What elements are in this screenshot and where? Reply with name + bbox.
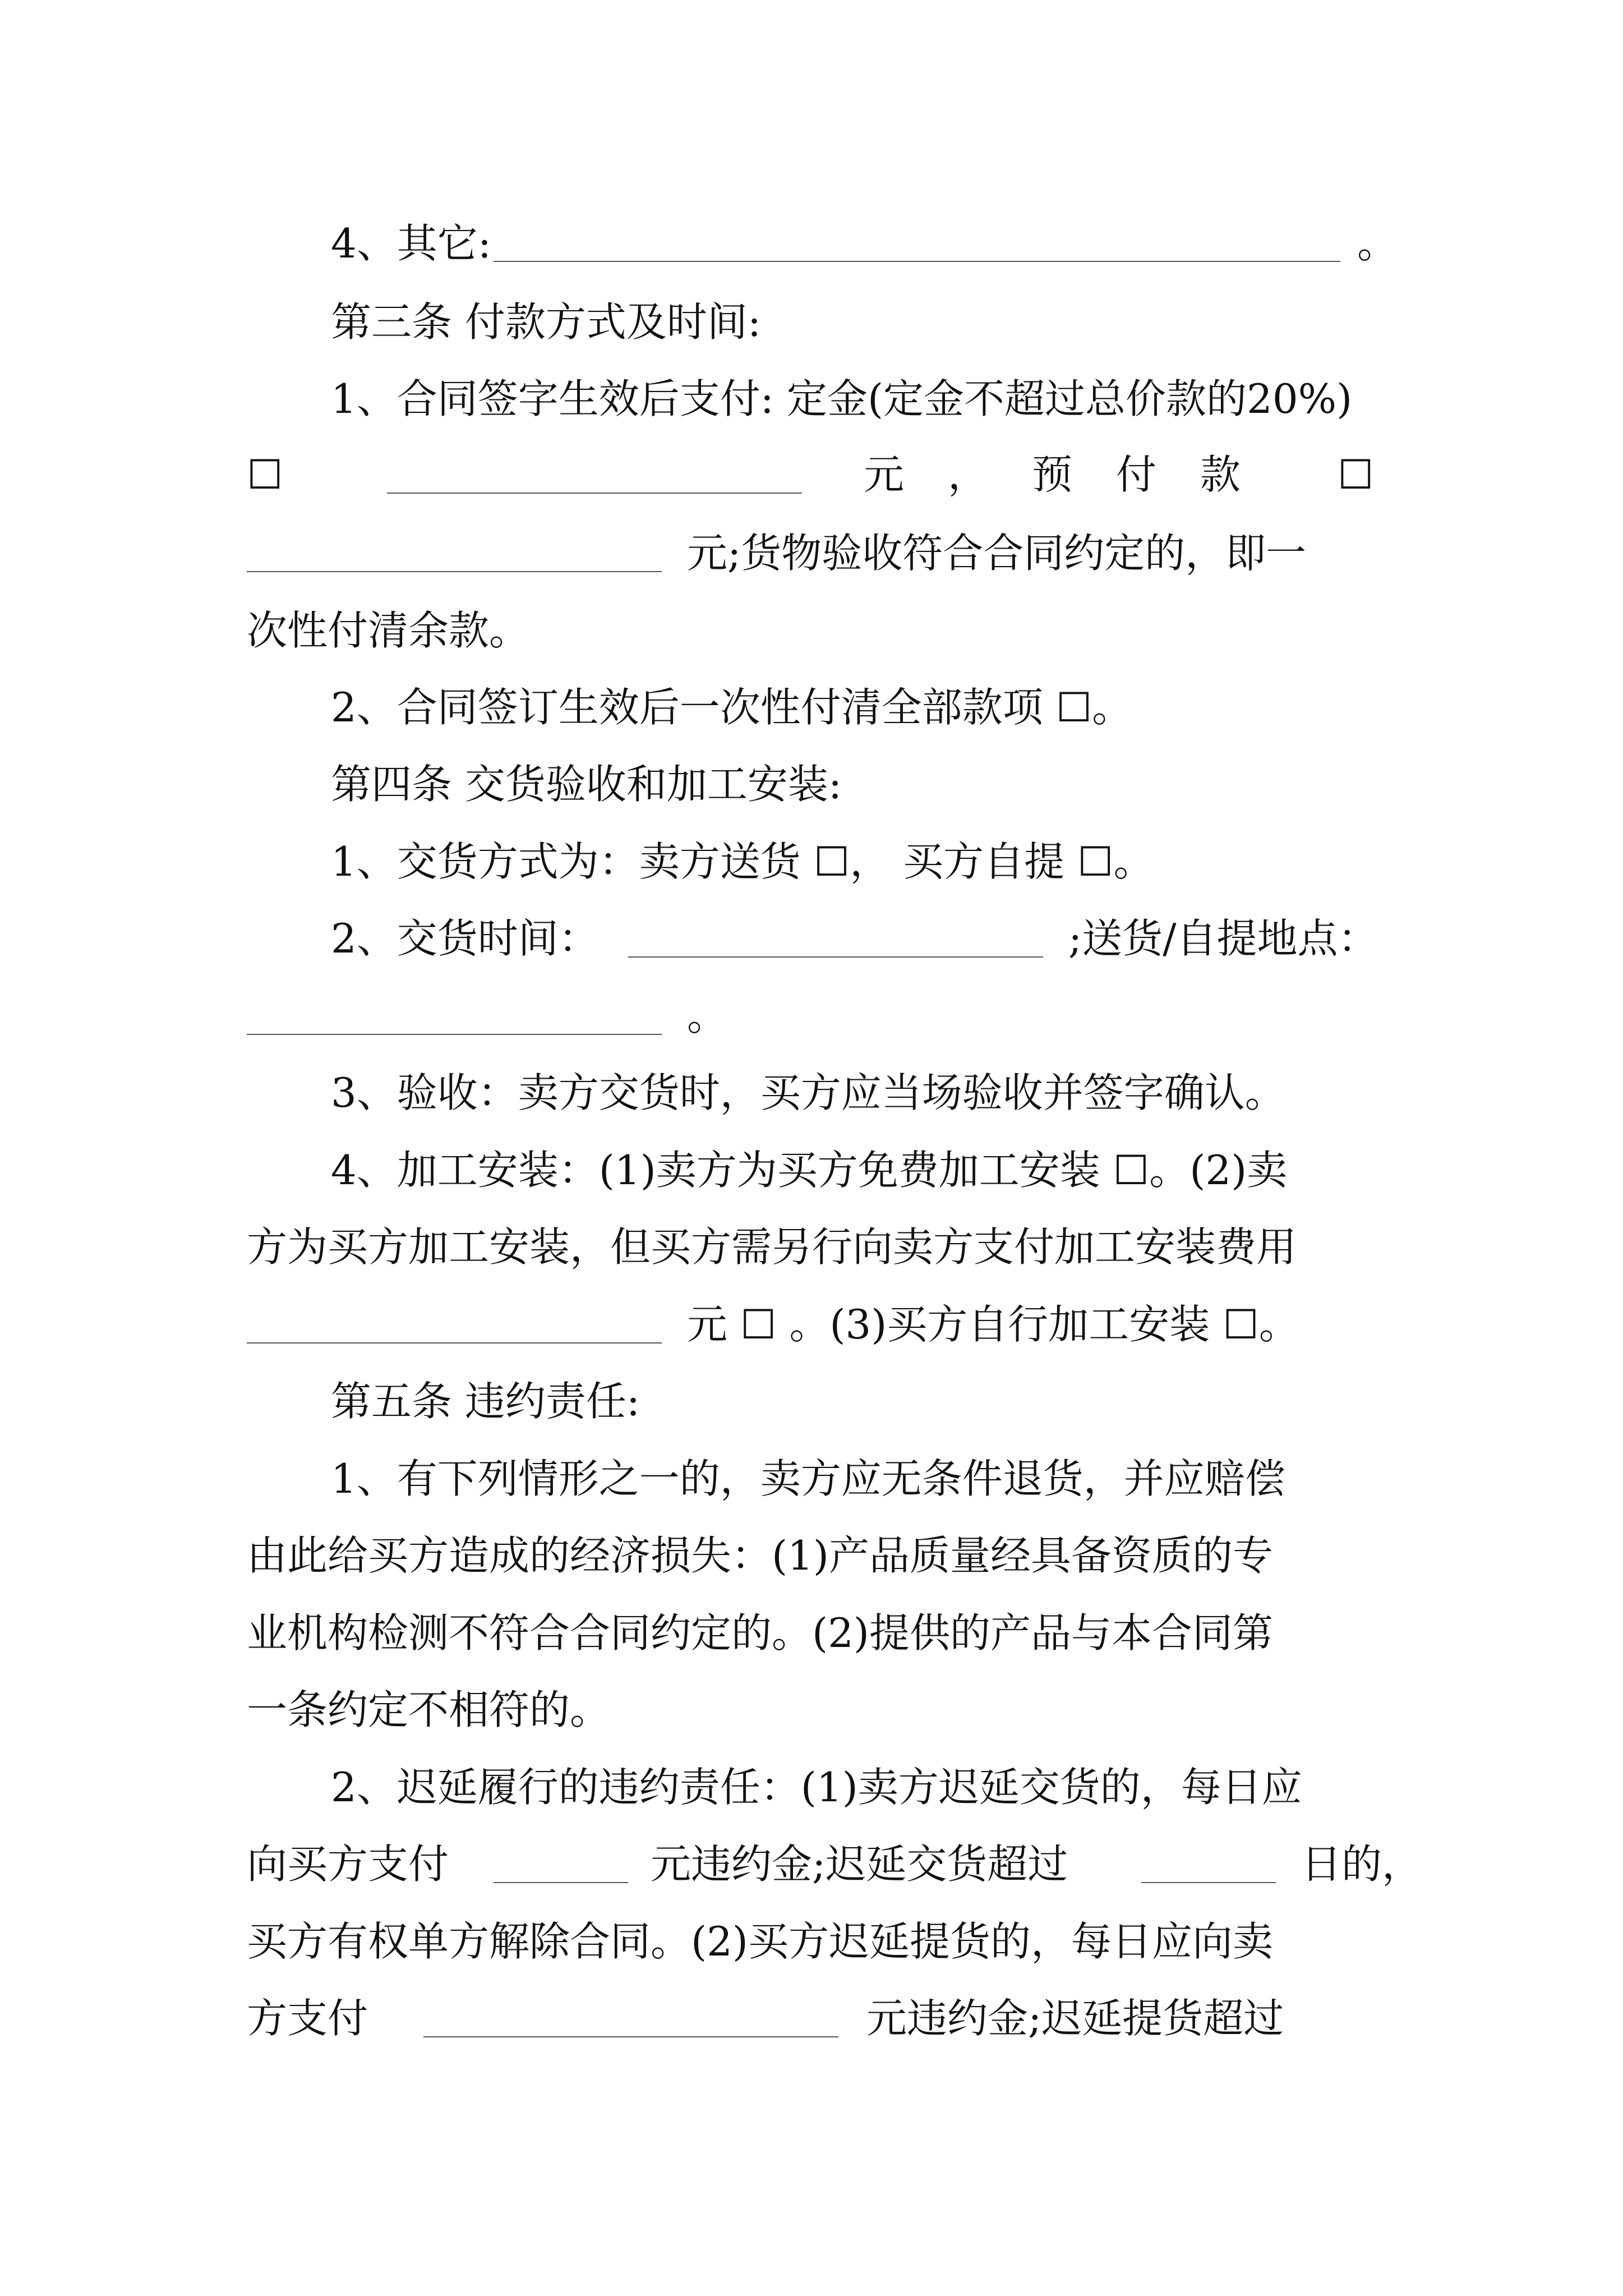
prepay-checkbox[interactable]: ☐ xyxy=(1338,451,1374,498)
deposit-amount-blank xyxy=(387,493,802,494)
deposit-checkbox[interactable]: ☐ xyxy=(247,451,283,498)
other-label: 4、其它: xyxy=(331,220,492,267)
delay-clause-line-2-end: 日的， xyxy=(1301,1841,1423,1888)
delivery-method-clause: 1、交货方式为：卖方送货 ☐， 买方自提 ☐。 xyxy=(331,838,1154,885)
other-end-period: 。 xyxy=(1357,220,1398,267)
delivery-place-end: 。 xyxy=(687,992,728,1039)
delay-clause-line-1: 2、迟延履行的违约责任：(1)卖方迟延交货的，每日应 xyxy=(331,1764,1302,1811)
delay-clause-line-2-middle: 元违约金;迟延交货超过 xyxy=(651,1841,1068,1888)
breach-clause-1-line-3: 业机构检测不符合合同约定的。(2)提供的产品与本合同第 xyxy=(247,1609,1273,1657)
acceptance-clause: 3、验收：卖方交货时，买方应当场验收并签字确认。 xyxy=(331,1069,1285,1116)
prepay-char-2: 付 xyxy=(1116,451,1157,498)
buyer-penalty-blank xyxy=(423,2036,838,2037)
seller-penalty-blank xyxy=(494,1882,628,1883)
delay-clause-line-3: 买方有权单方解除合同。(2)买方迟延提货的，每日应向卖 xyxy=(247,1918,1273,1965)
delay-clause-line-4-end: 元违约金;迟延提货超过 xyxy=(866,1995,1284,2042)
installation-clause-line-1: 4、加工安装：(1)卖方为买方免费加工安装 ☐。(2)卖 xyxy=(331,1147,1288,1194)
prepay-char-1: 预 xyxy=(1032,451,1073,498)
delivery-place-blank xyxy=(247,1034,662,1035)
installation-clause-line-3: 元 ☐ 。(3)买方自行加工安装 ☐。 xyxy=(687,1301,1299,1348)
delivery-time-blank xyxy=(628,956,1043,958)
installation-clause-line-2: 方为买方加工安装，但买方需另行向卖方支付加工安装费用 xyxy=(247,1223,1297,1271)
delivery-place-label: ;送货/自提地点： xyxy=(1068,915,1378,962)
deposit-clause: 1、合同签字生效后支付: 定金(定金不超过总价款的20%) xyxy=(331,375,1353,422)
prepay-char-3: 款 xyxy=(1200,451,1241,498)
breach-clause-1-line-2: 由此给买方造成的经济损失：(1)产品质量经具备资质的专 xyxy=(247,1532,1273,1579)
article-3-heading: 第三条 付款方式及时间: xyxy=(331,298,762,346)
balance-clause: 次性付清余款。 xyxy=(247,607,530,654)
prepay-amount-blank xyxy=(247,571,662,572)
deposit-yuan: 元 xyxy=(864,451,905,498)
breach-clause-1-line-1: 1、有下列情形之一的，卖方应无条件退货，并应赔偿 xyxy=(331,1455,1285,1502)
other-blank xyxy=(494,261,1340,262)
installation-fee-blank xyxy=(247,1342,662,1343)
prepay-remainder-clause: 元;货物验收符合合同约定的，即一 xyxy=(687,530,1307,577)
seller-delay-days-blank xyxy=(1141,1882,1276,1883)
full-payment-clause: 2、合同签订生效后一次性付清全部款项 ☐。 xyxy=(331,684,1133,731)
article-4-heading: 第四条 交货验收和加工安装: xyxy=(331,761,842,808)
delivery-time-label: 2、交货时间： xyxy=(331,915,599,962)
article-5-heading: 第五条 违约责任: xyxy=(331,1378,640,1425)
breach-clause-1-line-4: 一条约定不相符的。 xyxy=(247,1686,611,1733)
deposit-comma: ， xyxy=(948,451,989,498)
delay-clause-line-4-start: 方支付 xyxy=(247,1995,368,2042)
delay-clause-line-2-start: 向买方支付 xyxy=(247,1841,449,1888)
